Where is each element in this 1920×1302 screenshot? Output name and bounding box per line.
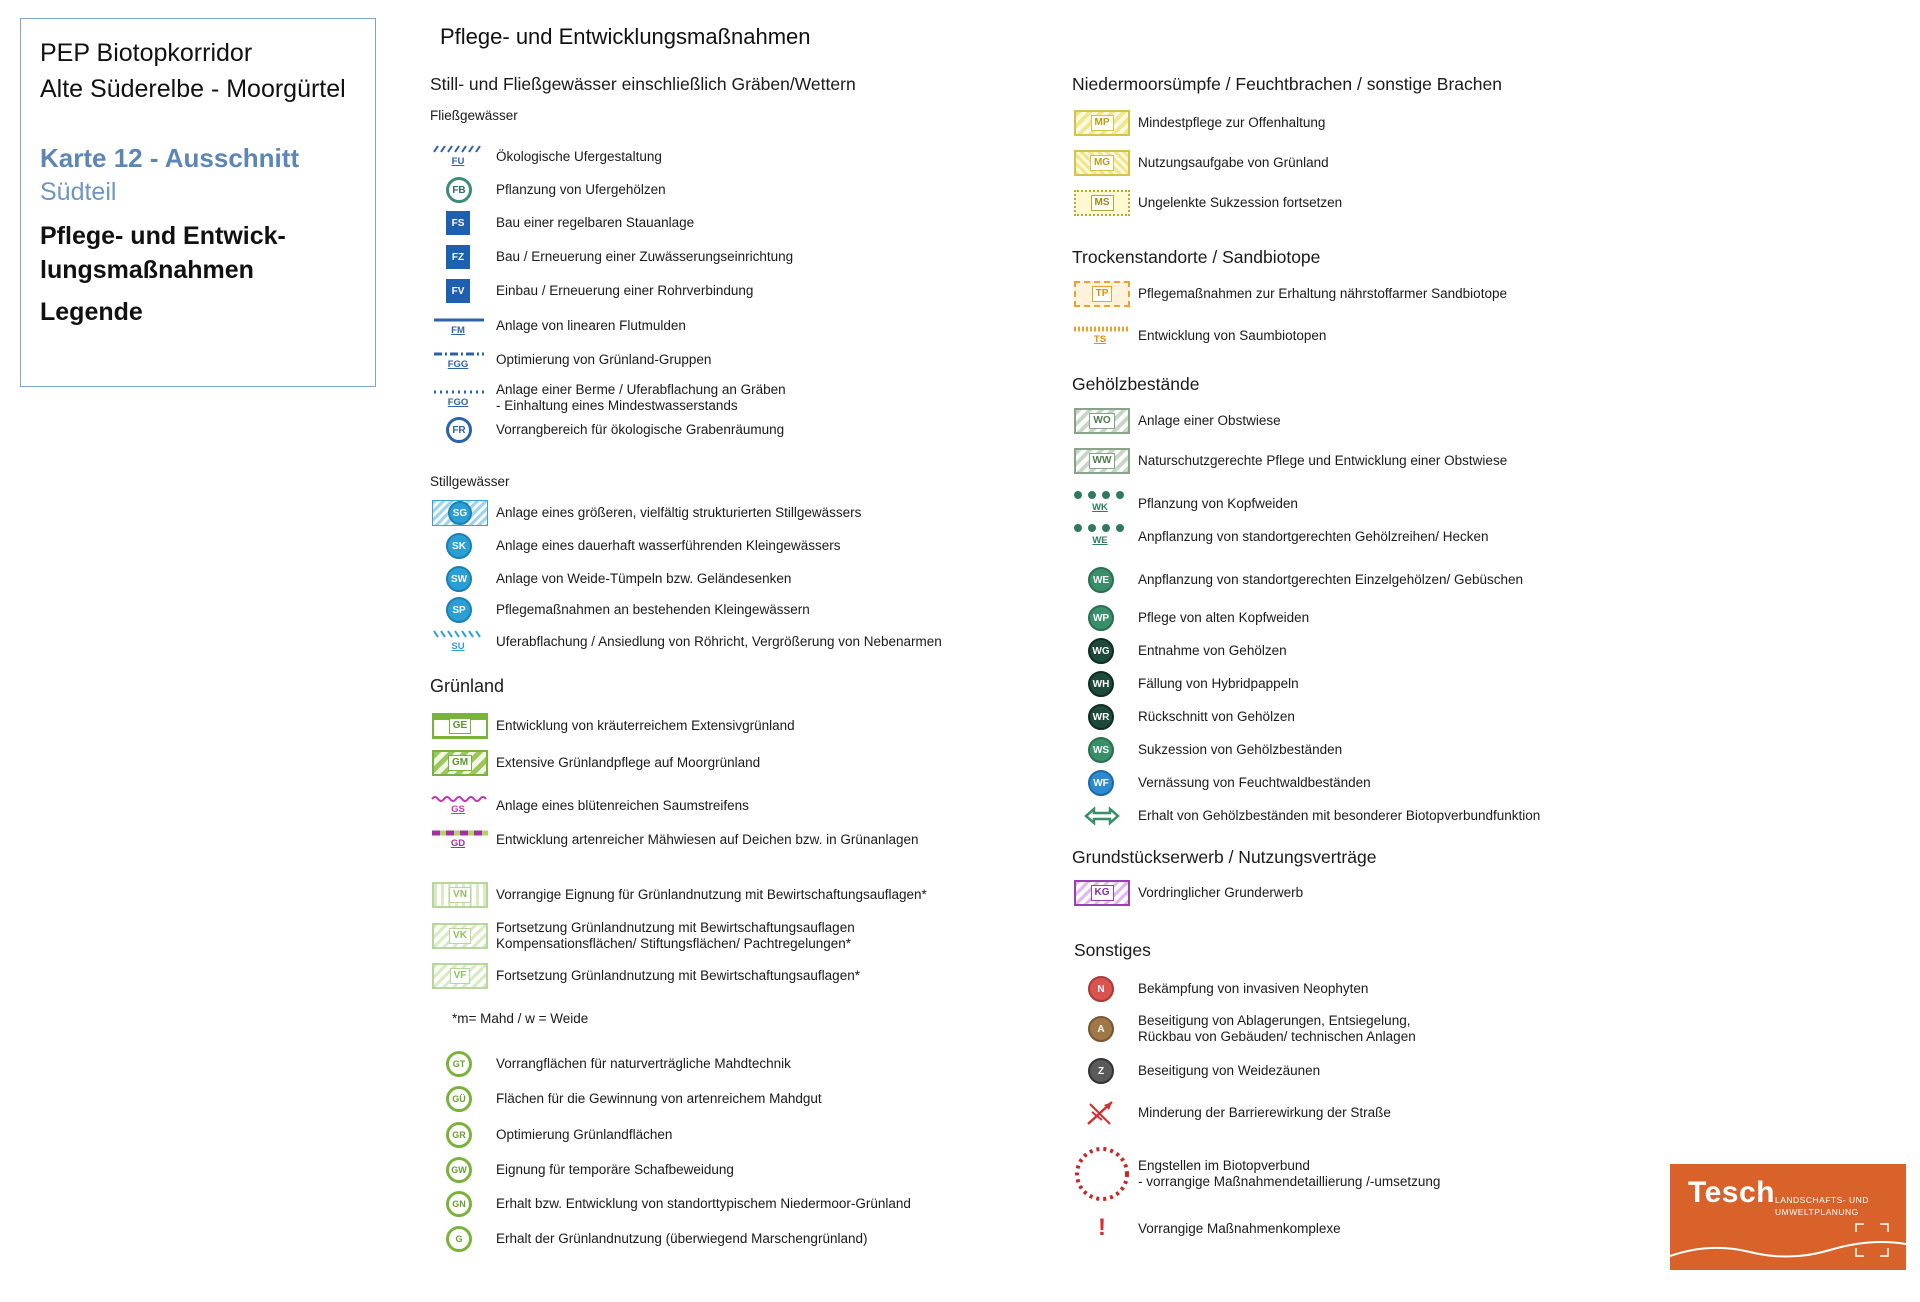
legend-label: Nutzungsaufgabe von Grünland [1138,155,1329,170]
legend-row-wg [1072,636,1287,666]
legend-row-ge [430,711,795,741]
legend-label-line2: - vorrangige Maßnahmendetaillierung /-umsetzung [1138,1174,1441,1189]
legend-row-vn [430,880,927,910]
legend-label: Einbau / Erneuerung einer Rohrverbindung [496,283,754,298]
section-heading-trocken: Trockenstandorte / Sandbiotope [1072,247,1321,267]
map-title: Karte 12 - Ausschnitt [40,143,300,173]
legend-row-z [1072,1056,1320,1086]
legend-row-ts [1072,321,1326,351]
legend-label: Fortsetzung Grünlandnutzung mit Bewirtschaftungsauflagen [496,920,855,935]
symbol-code: MG [1090,155,1114,171]
legend-label: Beseitigung von Ablagerungen, Entsiegelung, [1138,1013,1411,1028]
legend-label: Anlage eines größeren, vielfältig strukturierten Stillgewässers [496,505,862,520]
legend-row-fb [430,175,666,205]
legend-row-su [430,627,942,657]
symbol-code: WE [1092,535,1108,546]
symbol-code: FGG [447,359,469,370]
legend-row-barrier [1072,1098,1391,1128]
legend-row-n [1072,974,1368,1004]
legend-label: Vorrangbereich für ökologische Grabenräumung [496,422,785,437]
legend-label: Ungelenkte Sukzession fortsetzen [1138,195,1343,210]
legend-row-gt [430,1049,791,1079]
legend-row-wf [1072,768,1371,798]
legend-label-line2: Kompensationsflächen/ Stiftungsflächen/ Pachtregelungen* [496,936,851,951]
symbol-square: FV [446,279,470,303]
symbol-circle: GW [446,1157,472,1183]
legend-label: Fällung von Hybridpappeln [1138,676,1299,691]
legend-row-sp [430,595,810,625]
legend-label: Anlage einer Obstwiese [1138,413,1281,428]
legend-row-gs [430,791,749,821]
logo-subtitle-line2: UMWELTPLANUNG [1775,1207,1859,1217]
symbol-circle: GN [446,1191,472,1217]
section-heading-niedermoor: Niedermoorsümpfe / Feuchtbrachen / sonstige Brachen [1072,74,1502,94]
hatched-shore-symbol [430,627,490,657]
wavy-line-symbol [430,791,490,821]
area-symbol [432,882,488,908]
double-arrow-icon [1072,801,1132,831]
legend-label: Bau / Erneuerung einer Zuwässerungseinrichtung [496,249,794,264]
legend-label: Pflege von alten Kopfweiden [1138,610,1310,625]
symbol-circle: FR [446,417,472,443]
legend-label: Mindestpflege zur Offenhaltung [1138,115,1326,130]
legend-label: Legende [40,298,143,326]
line-symbol [430,311,490,341]
legend-row-wh [1072,669,1299,699]
legend-row-wr [1072,702,1295,732]
legend-row-we [1072,565,1523,595]
legend-label: Pflanzung von Ufergehölzen [496,182,666,197]
legend-row-fv [430,276,753,306]
legend-label: Minderung der Barrierewirkung der Straße [1138,1105,1391,1120]
subject-line2: lungsmaßnahmen [40,256,254,284]
map-subtitle: Südteil [40,178,117,206]
legend-row-wo [1072,406,1281,436]
area-symbol [1074,190,1130,216]
symbol-code: GM [448,755,472,771]
symbol-circle: WP [1088,605,1114,631]
section-heading-sonstiges: Sonstiges [1074,940,1151,960]
legend-row-priority [1072,1214,1341,1244]
symbol-circle: SP [446,597,472,623]
legend-row-wk [1072,489,1298,519]
symbol-circle: WF [1088,770,1114,796]
legend-row-vf [430,961,860,991]
legend-label: Erhalt bzw. Entwicklung von standorttypischem Niedermoor-Grünland [496,1196,911,1211]
logo-name: Tesch [1688,1176,1775,1209]
legend-label: Vorrangflächen für naturverträgliche Mahdtechnik [496,1056,791,1071]
symbol-code: WK [1092,502,1108,513]
symbol-code: TP [1092,286,1113,302]
legend-label: Erhalt von Gehölzbeständen mit besonderer Biotopverbundfunktion [1138,808,1541,823]
area-symbol [1074,281,1130,307]
legend-label: Entnahme von Gehölzen [1138,643,1287,658]
legend-row-wp [1072,603,1309,633]
legend-label: Flächen für die Gewinnung von artenreichem Mahdgut [496,1091,822,1106]
legend-row-g [430,1224,867,1254]
legend-label: Entwicklung von kräuterreichem Extensivgrünland [496,718,795,733]
symbol-code: WW [1089,453,1116,469]
symbol-circle: GÜ [446,1086,472,1112]
area-symbol [1074,150,1130,176]
legend-label-line2: - Einhaltung eines Mindestwasserstands [496,398,738,413]
legend-label: Anlage eines blütenreichen Saumstreifens [496,798,749,813]
legend-row-fgo [430,381,786,415]
legend-label: Anlage von linearen Flutmulden [496,318,686,333]
subheading-still: Stillgewässer [430,474,510,489]
area-symbol [432,923,488,949]
symbol-circle: SG [448,501,472,525]
legend-row-gd [430,825,919,855]
barrier-arrow-icon [1072,1098,1132,1128]
symbol-circle: FB [446,177,472,203]
legend-label: Anpflanzung von standortgerechten Gehölzreihen/ Hecken [1138,529,1489,544]
symbol-circle: WG [1088,638,1114,664]
legend-row-sw [430,564,791,594]
legend-label: Uferabflachung / Ansiedlung von Röhricht, Vergrößerung von Nebenarmen [496,634,942,649]
legend-label: Rückschnitt von Gehölzen [1138,709,1295,724]
symbol-code: MS [1091,195,1114,211]
symbol-code: GS [451,804,465,815]
area-symbol [1074,880,1130,906]
legend-label: Vernässung von Feuchtwaldbeständen [1138,775,1371,790]
area-symbol [432,750,488,776]
legend-row-fz [430,242,793,272]
symbol-circle: SW [446,566,472,592]
legend-row-gn [430,1189,911,1219]
legend-row-gm [430,748,760,778]
legend-label: Engstellen im Biotopverbund [1138,1158,1310,1173]
symbol-code: WO [1089,413,1114,429]
legend-label: Ökologische Ufergestaltung [496,149,662,164]
symbol-code: VN [449,887,471,903]
footnote: *m= Mahd / w = Weide [452,1011,589,1026]
section-heading-gehoelz: Gehölzbestände [1072,374,1200,394]
legend-row-kg [1072,878,1303,908]
symbol-circle: G [446,1226,472,1252]
legend-label: Eignung für temporäre Schafbeweidung [496,1162,734,1177]
legend-label: Fortsetzung Grünlandnutzung mit Bewirtschaftungsauflagen* [496,968,860,983]
project-name-line2: Alte Süderelbe - Moorgürtel [40,75,346,103]
legend-row-ww [1072,446,1507,476]
legend-label: Pflanzung von Kopfweiden [1138,496,1298,511]
hatched-bank-symbol [430,142,490,172]
legend-label: Extensive Grünlandpflege auf Moorgrünland [496,755,761,770]
symbol-code: KG [1091,885,1114,901]
symbol-circle: WS [1088,737,1114,763]
section-heading-gruenland: Grünland [430,676,505,696]
logo-subtitle-line1: LANDSCHAFTS- UND [1775,1195,1869,1205]
symbol-code: GD [450,838,466,849]
title-box [20,18,376,387]
legend-label: Bau einer regelbaren Stauanlage [496,215,695,230]
legend-row-engstellen [1072,1150,1440,1198]
legend-row-tp [1072,279,1507,309]
legend-row-sg [430,498,861,528]
subheading-flowing: Fließgewässer [430,108,518,123]
legend-label: Pflegemaßnahmen an bestehenden Kleingewässern [496,602,810,617]
symbol-code: FM [451,325,465,336]
page-title: Pflege- und Entwicklungsmaßnahmen [440,24,811,49]
legend-row-fr [430,415,784,445]
legend-row-biotopverbund [1072,801,1540,831]
legend-row-fu [430,142,662,172]
symbol-circle: A [1088,1016,1114,1042]
symbol-circle: WE [1088,567,1114,593]
legend-label: Anpflanzung von standortgerechten Einzelgehölzen/ Gebüschen [1138,572,1524,587]
dashdot-line-symbol [430,345,490,375]
legend-row-mg [1072,148,1329,178]
legend-row-vk [430,919,855,953]
legend-row-fgg [430,345,711,375]
symbol-circle: GR [446,1122,472,1148]
cross-line-symbol [1072,321,1132,351]
symbol-circle: WR [1088,704,1114,730]
legend-label: Pflegemaßnahmen zur Erhaltung nährstoffarmer Sandbiotope [1138,286,1507,301]
exclamation-icon: ! [1098,1214,1106,1241]
legend-label: Optimierung Grünlandflächen [496,1127,673,1142]
area-symbol [1074,408,1130,434]
symbol-square: FZ [446,245,470,269]
symbol-code: SU [451,641,465,652]
legend-row-sk [430,531,840,561]
legend-label: Anlage einer Berme / Uferabflachung an Gräben [496,382,786,397]
symbol-code: VK [449,928,471,944]
legend-label: Vordringlicher Grunderwerb [1138,885,1304,900]
symbol-circle: WH [1088,671,1114,697]
dashed-line-symbol [430,825,490,855]
legend-row-fm [430,311,686,341]
dotted-circle-icon [1072,1150,1132,1198]
legend-label: Optimierung von Grünland-Gruppen [496,352,712,367]
legend-label: Vorrangige Eignung für Grünlandnutzung mit Bewirtschaftungsauflagen* [496,887,927,902]
legend-label: Beseitigung von Weidezäunen [1138,1063,1321,1078]
legend-label: Entwicklung artenreicher Mähwiesen auf Deichen bzw. in Grünanlagen [496,832,919,847]
symbol-code: GE [449,718,471,734]
legend-row-ws [1072,735,1342,765]
legend-label-line2: Rückbau von Gebäuden/ technischen Anlagen [1138,1029,1416,1044]
symbol-circle: SK [446,533,472,559]
area-symbol [432,963,488,989]
legend-label: Anlage eines dauerhaft wasserführenden Kleingewässers [496,538,841,553]
legend-row-a [1072,1012,1416,1046]
symbol-circle: Z [1088,1058,1114,1084]
area-symbol [432,713,488,739]
symbol-circle: GT [446,1051,472,1077]
symbol-code: FGO [447,397,469,408]
area-symbol [1074,110,1130,136]
legend-label: Erhalt der Grünlandnutzung (überwiegend Marschengrünland) [496,1231,868,1246]
section-heading-water: Still- und Fließgewässer einschließlich Gräben/Wettern [430,74,856,94]
legend-row-gue [430,1084,822,1114]
legend-label: Anlage von Weide-Tümpeln bzw. Geländesenken [496,571,792,586]
legend-label: Vorrangige Maßnahmenkomplexe [1138,1221,1341,1236]
dotted-line-symbol [430,383,490,413]
subject-line1: Pflege- und Entwick- [40,222,286,250]
logo-subtitle [1775,1194,1869,1218]
dot-row-symbol [1072,489,1132,519]
legend-row-fs [430,208,694,238]
tesch-logo [1670,1164,1906,1270]
symbol-code: MP [1091,115,1114,131]
legend-row-gw [430,1155,734,1185]
symbol-code: TS [1093,334,1107,345]
legend-row-gr [430,1120,672,1150]
legend-label: Entwicklung von Saumbiotopen [1138,328,1327,343]
area-symbol [1074,448,1130,474]
legend-row-mp [1072,108,1325,138]
symbol-code: VF [450,968,471,984]
legend-label: Naturschutzgerechte Pflege und Entwicklung einer Obstwiese [1138,453,1508,468]
legend-row-we-line [1072,522,1488,552]
symbol-circle: N [1088,976,1114,1002]
project-name-line1: PEP Biotopkorridor [40,39,253,67]
symbol-code: FU [451,156,465,167]
dot-row-symbol [1072,522,1132,552]
section-heading-grund: Grundstückserwerb / Nutzungsverträge [1072,847,1377,867]
legend-row-ms [1072,188,1342,218]
legend-label: Bekämpfung von invasiven Neophyten [1138,981,1369,996]
legend-label: Sukzession von Gehölzbeständen [1138,742,1343,757]
symbol-square: FS [446,211,470,235]
